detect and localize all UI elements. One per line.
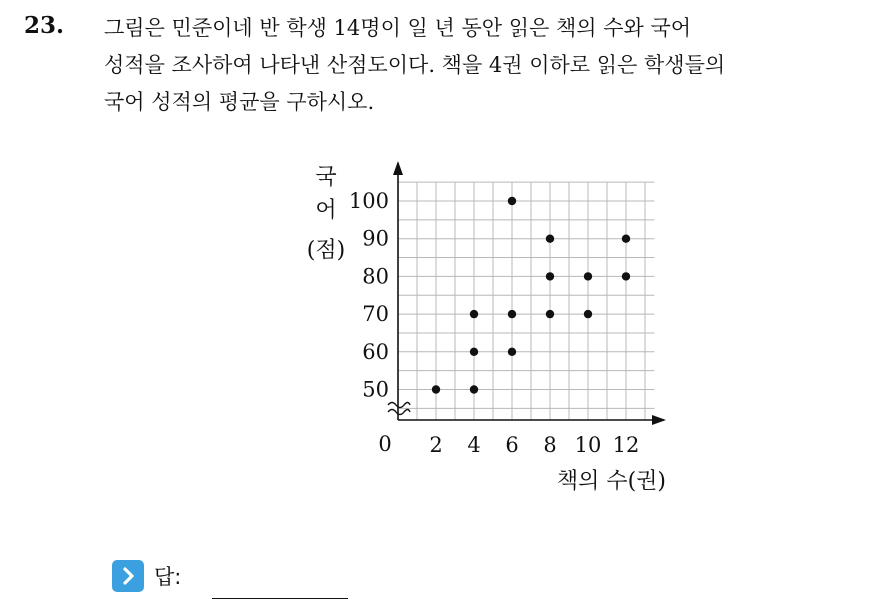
y-axis-label: 국 [315,165,337,190]
x-axis-label: 책의 수(권) [556,469,666,494]
answer-blank[interactable] [212,598,348,599]
axis-break-mark [388,403,410,408]
answer-label: 답: [154,565,182,589]
y-tick-label: 100 [348,189,389,213]
data-point [546,272,554,280]
axis-break-mark [388,410,410,415]
tick-labels [349,189,639,457]
y-axis-arrow [393,161,403,175]
data-point [470,348,478,356]
data-point [622,272,630,280]
x-tick-label: 4 [467,433,481,457]
data-point [508,348,516,356]
question-line: 성적을 조사하여 나타낸 산점도이다. 책을 4권 이하로 읽은 학생들의 [104,53,726,77]
answer-row [112,560,181,592]
question-line: 그림은 민준이네 반 학생 14명이 일 년 동안 읽은 책의 수와 국어 [104,16,692,40]
y-tick-label: 60 [362,339,389,364]
y-tick-label: 70 [362,302,389,327]
question-line: 국어 성적의 평균을 구하시오. [104,90,375,114]
x-tick-label: 12 [612,433,640,457]
data-point [622,235,630,243]
y-axis-label: (점) [306,238,346,263]
origin-label: 0 [378,432,392,456]
x-tick-label: 8 [543,433,557,457]
data-point [546,235,554,243]
data-point [508,197,516,205]
x-axis-arrow [652,415,666,425]
data-point [470,385,478,393]
x-tick-label: 6 [505,433,519,457]
data-point [432,385,440,393]
chevron-right-icon [112,560,144,592]
data-point [508,310,516,318]
y-axis-label: 어 [315,198,337,223]
y-tick-label: 50 [362,377,389,402]
data-point [584,310,592,318]
x-tick-label: 10 [574,433,602,457]
data-point [470,310,478,318]
question-number: 23. [24,12,65,39]
data-point [546,310,554,318]
x-tick-label: 2 [429,433,443,457]
data-point [584,272,592,280]
y-tick-label: 90 [362,226,389,251]
grid-lines [398,182,655,420]
y-tick-label: 80 [362,264,389,289]
